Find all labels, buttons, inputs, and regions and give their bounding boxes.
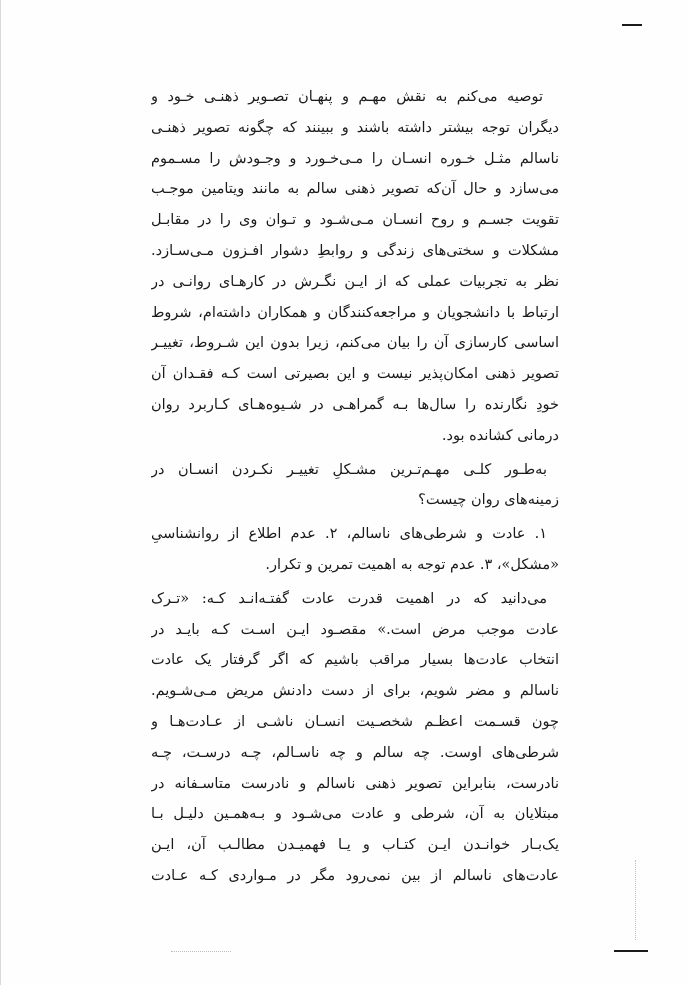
text-line: توصیه می‌کنم به نقش مهـم و پنهـان تصـویر ذهنـی خـود و [151,89,543,105]
text-line: ارتباط با دانشجویان و مراجعه‌کنندگان و همکاران داشته‌ام، شروط [151,304,559,321]
text-line: «مشکل»، ۳. عدم توجه به اهمیت تمرین و تکرار. [265,556,559,573]
text-line: به‌طـور کلـی مهـم‌تـرین مشـکلِ تغییـر نکـردن انسـان در [151,461,547,478]
text-line: چون قسـمت اعظـم شخصـیت انسـان ناشـی از عـادت‌هـا و [151,713,559,730]
text-line: مبتلایان به آن، شرطی و عادت می‌شـود و بـه‌همـین دلیـل بـا [151,806,559,823]
text-line: نادرست، بنابراین تصویر ذهنی ناسالم و نادرست متاسـفانه در [151,775,559,792]
text-line: ناسالم و مضر شویم، برای از دست دادنش مریض مـی‌شـویم. [151,683,559,700]
text-line: ۱. عادت و شرطی‌های ناسالم، ۲. عدم اطلاع از روانشناسیِ [151,526,547,543]
text-line: نظر به تجربیات عملی که از ایـن نگـرش در کارهـای روانـی در [151,273,559,290]
text-line: ناسالم مثـل خـوره انسـان را مـی‌خـورد و وجـودش را مسـموم [151,150,559,167]
text-line: دیگران توجه بیشتر داشته باشند و ببینند که چگونه تصویر ذهنـی [151,119,559,136]
text-line: می‌دانید که در اهمیت قدرت عادت گفتـه‌انـد کـه: «تـرک [151,590,547,607]
text-line: زمینه‌های روان چیست؟ [418,492,559,509]
body-text [151,82,559,892]
text-line: می‌سازد و حال آن‌که تصویر ذهنی سالم به مانند ویتامین موجـب [151,181,559,198]
text-line: تصویر ذهنی امکان‌پذیر نیست و این بصیرتی است کـه فقـدان آن [151,366,559,383]
bottom-page-mark [614,950,648,952]
text-line: عادت‌های ناسالم از بین نمی‌رود مگر در مـواردی کـه عـادت [151,867,559,884]
text-line: یک‌بـار خوانـدن ایـن کتـاب و یـا فهمیـدن مطالـب آن، ایـن [151,837,559,854]
text-line: اساسی کارسازی آن را بیان می‌کنم، زیرا بدون این شـروط، تغییـر [151,335,559,352]
text-line: درمانی کشانده بود. [441,427,559,444]
text-line: تقویت جسـم و روح انسـان مـی‌شـود و تـوان وی را در مقابـل [151,212,559,229]
text-line: انتخاب عادت‌ها بسیار مراقب باشیم که اگر گرفتار یک عادت [151,652,559,669]
text-line: خودِ نگارنده را سال‌ها بـه گمراهـی در شـیوه‌هـای کـاربرد روان [151,396,559,413]
scan-artifact [171,951,231,952]
page-edge-shadow [634,860,636,940]
text-line: مشکلات و سختی‌های زندگی و روابطِ دشوار افـزون مـی‌سـازد. [151,242,559,259]
text-line: شرطی‌های اوست. چه سالم و چه ناسـالم، چـه درسـت، چـه [151,744,559,761]
text-line: عادت موجب مرض است.» مقصـود ایـن اسـت کـه بایـد در [151,621,559,638]
top-page-mark [622,24,642,26]
